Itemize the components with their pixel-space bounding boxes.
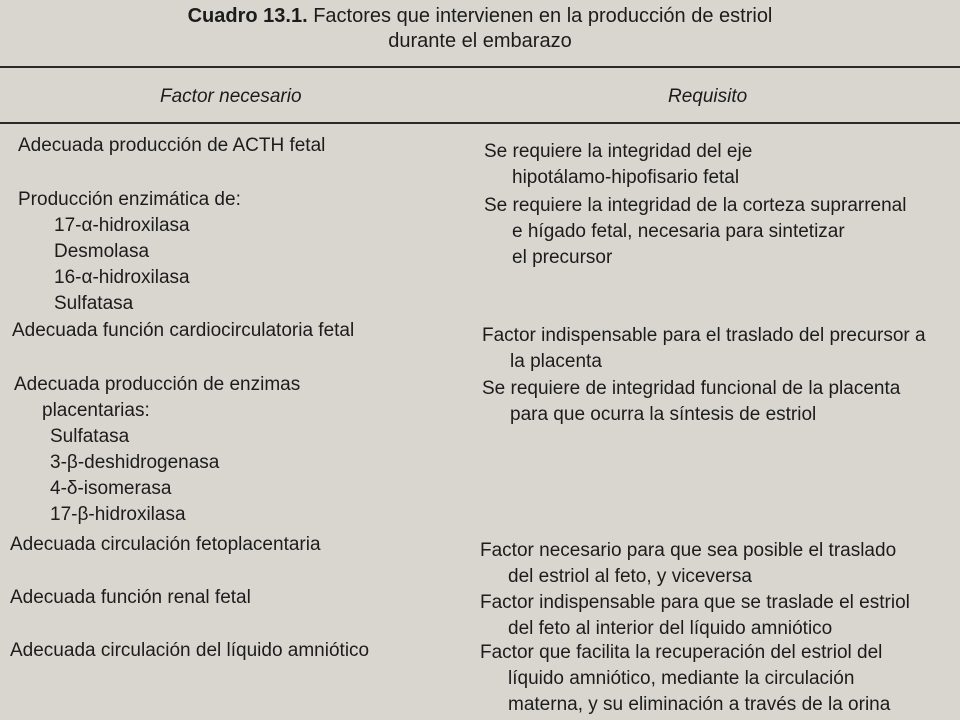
factor-line: 17-β-hidroxilasa — [50, 504, 186, 525]
caption-line-2: durante el embarazo — [388, 30, 572, 52]
header-rule — [0, 122, 960, 124]
requisito-line: para que ocurra la síntesis de estriol — [510, 404, 817, 425]
row-2-factor — [18, 187, 241, 317]
requisito-line: Factor necesario para que sea posible el traslado — [480, 540, 897, 561]
header-factor: Factor necesario — [160, 86, 302, 107]
table-caption — [0, 4, 960, 54]
row-6-requisito — [480, 590, 910, 642]
factor-line: 4-δ-isomerasa — [50, 478, 172, 499]
factor-line: placentarias: — [42, 400, 150, 421]
row-2-requisito — [484, 193, 906, 271]
row-1-requisito — [484, 139, 752, 191]
row-3-factor — [12, 318, 354, 344]
requisito-line: hipotálamo-hipofisario fetal — [512, 167, 740, 188]
row-4-requisito — [482, 376, 900, 428]
caption-line-1 — [0, 4, 960, 29]
top-rule — [0, 66, 960, 68]
factor-line: Adecuada producción de enzimas — [14, 374, 301, 395]
requisito-line: del estriol al feto, y viceversa — [508, 566, 752, 587]
row-4-factor — [14, 372, 300, 528]
factor-line: Adecuada circulación del líquido amniótico — [10, 640, 370, 661]
requisito-line: e hígado fetal, necesaria para sintetizar — [512, 221, 845, 242]
factor-line: Adecuada función cardiocirculatoria fetal — [12, 320, 355, 341]
factor-line: Sulfatasa — [54, 293, 134, 314]
row-5-requisito — [480, 538, 896, 590]
requisito-line: del feto al interior del líquido amniótico — [508, 618, 833, 639]
row-1-factor — [18, 133, 325, 159]
row-5-factor — [10, 532, 321, 558]
requisito-line: Se requiere la integridad del eje — [484, 141, 753, 162]
factor-line: Producción enzimática de: — [18, 189, 241, 210]
factor-line: Adecuada producción de ACTH fetal — [18, 135, 326, 156]
row-7-requisito — [480, 640, 890, 718]
requisito-line: Factor indispensable para el traslado del precursor a — [482, 325, 926, 346]
factor-line: 16-α-hidroxilasa — [54, 267, 190, 288]
factor-line: Adecuada función renal fetal — [10, 587, 251, 608]
requisito-line: Factor indispensable para que se traslade el estriol — [480, 592, 910, 613]
caption-text: Factores que intervienen en la producción de estriol — [313, 5, 773, 27]
caption-label: Cuadro 13.1. — [187, 5, 308, 27]
requisito-line: Factor que facilita la recuperación del estriol del — [480, 642, 883, 663]
row-6-factor — [10, 585, 251, 611]
header-requisito: Requisito — [668, 86, 748, 107]
factor-line: Adecuada circulación fetoplacentaria — [10, 534, 321, 555]
factor-line: Desmolasa — [54, 241, 150, 262]
row-7-factor — [10, 638, 369, 664]
requisito-line: la placenta — [510, 351, 602, 372]
factor-line: 3-β-deshidrogenasa — [50, 452, 220, 473]
requisito-line: el precursor — [512, 247, 613, 268]
requisito-line: materna, y su eliminación a través de la orina — [508, 694, 891, 715]
requisito-line: líquido amniótico, mediante la circulación — [508, 668, 855, 689]
factor-line: Sulfatasa — [50, 426, 130, 447]
row-3-requisito — [482, 323, 926, 375]
factor-line: 17-α-hidroxilasa — [54, 215, 190, 236]
requisito-line: Se requiere de integridad funcional de la placenta — [482, 378, 901, 399]
requisito-line: Se requiere la integridad de la corteza suprarrenal — [484, 195, 907, 216]
